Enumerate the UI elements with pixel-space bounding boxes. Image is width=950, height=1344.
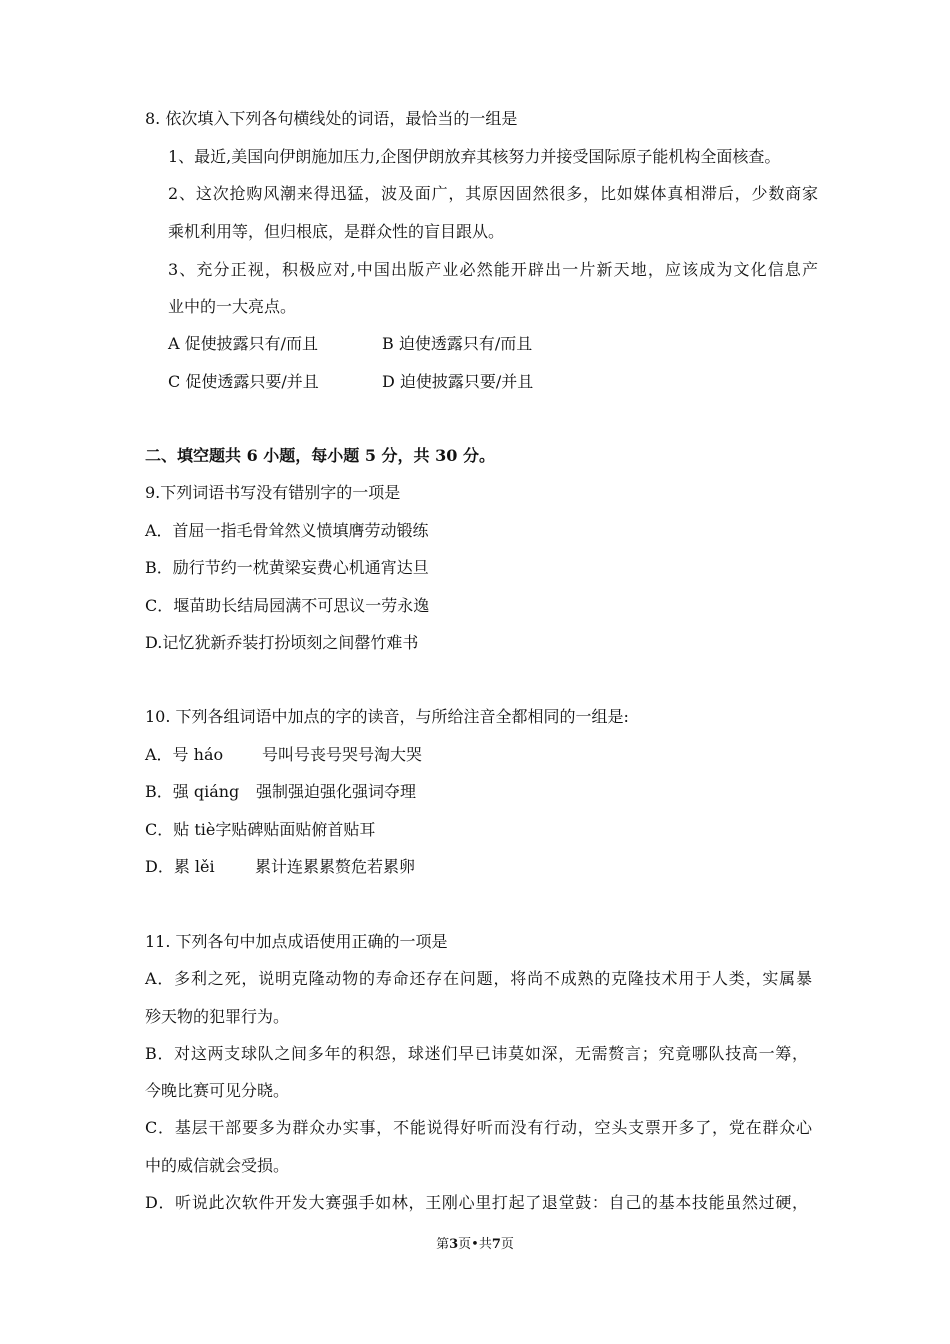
q10-option-d-label: D．累 lěi	[145, 857, 215, 876]
q8-option-a: A 促使披露只有/而且	[168, 334, 319, 353]
q11-option-b-line-1: B．对这两支球队之间多年的积怨，球迷们早已讳莫如深，无需赘言；究竟哪队技高一筹，	[145, 1044, 808, 1063]
q9-title: 9.下列词语书写没有错别字的一项是	[145, 483, 401, 502]
q9-option-c: C．堰苗助长结局园满不可思议一劳永逸	[145, 596, 430, 615]
footer-suffix: 页	[500, 1237, 514, 1252]
footer-prefix: 第	[436, 1237, 450, 1252]
q8-sentence-2-line-1: 2、这次抢购风潮来得迅猛，波及面广，其原因固然很多，比如媒体真相滞后，少数商家	[168, 184, 818, 203]
q11-title: 11. 下列各句中加点成语使用正确的一项是	[145, 932, 448, 951]
q10-option-c: C．贴 tiè字贴碑贴面贴俯首贴耳	[145, 820, 376, 839]
q11-option-d-line-1: D．听说此次软件开发大赛强手如林，王刚心里打起了退堂鼓：自己的基本技能虽然过硬，	[145, 1193, 808, 1212]
q10-title: 10. 下列各组词语中加点的字的读音，与所给注音全都相同的一组是:	[145, 707, 629, 726]
q10-option-b-label: B．强 qiáng	[145, 782, 240, 801]
q8-sentence-3-line-1: 3、充分正视，积极应对,中国出版产业必然能开辟出一片新天地，应该成为文化信息产	[168, 260, 818, 279]
q9-option-a: A．首屈一指毛骨耸然义愤填膺劳动锻练	[145, 521, 429, 540]
q10-option-d-words: 累计连累累赘危若累卵	[255, 857, 416, 876]
q10-option-a-label: A．号 háo	[145, 745, 224, 764]
q10-option-a-words: 号叫号丧号哭号淘大哭	[262, 745, 423, 764]
page-footer	[0, 1233, 950, 1252]
q11-option-a-line-2: 殄天物的犯罪行为。	[145, 1007, 290, 1026]
q10-option-b-words: 强制强迫强化强词夺理	[256, 782, 417, 801]
q9-option-d: D.记忆犹新乔装打扮顷刻之间罄竹难书	[145, 633, 419, 652]
footer-page-number: 3	[449, 1237, 459, 1252]
q11-option-c-line-1: C．基层干部要多为群众办实事，不能说得好听而没有行动，空头支票开多了，党在群众心	[145, 1118, 812, 1137]
q8-sentence-1: 1、最近,美国向伊朗施加压力,企图伊朗放弃其核努力并接受国际原子能机构全面核查。	[168, 147, 781, 166]
q8-sentence-3-line-2: 业中的一大亮点。	[168, 297, 297, 316]
q11-option-b-line-2: 今晚比赛可见分晓。	[145, 1081, 290, 1100]
q8-title: 8. 依次填入下列各句横线处的词语，最恰当的一组是	[145, 109, 518, 128]
section-2-heading: 二、填空题共 6 小题，每小题 5 分，共 30 分。	[145, 446, 495, 465]
q8-option-b: B 迫使透露只有/而且	[382, 334, 533, 353]
q11-option-c-line-2: 中的威信就会受损。	[145, 1156, 290, 1175]
q8-sentence-2-line-2: 乘机利用等，但归根底，是群众性的盲目跟从。	[168, 222, 505, 241]
q8-option-c: C 促使透露只要/并且	[168, 372, 319, 391]
q8-option-d: D 迫使披露只要/并且	[382, 372, 534, 391]
footer-middle: 页•共	[458, 1237, 492, 1252]
footer-total-pages: 7	[491, 1237, 501, 1252]
q9-option-b: B．励行节约一枕黄梁妄费心机通宵达旦	[145, 558, 429, 577]
q11-option-a-line-1: A．多利之死，说明克隆动物的寿命还存在问题，将尚不成熟的克隆技术用于人类，实属暴	[145, 969, 812, 988]
